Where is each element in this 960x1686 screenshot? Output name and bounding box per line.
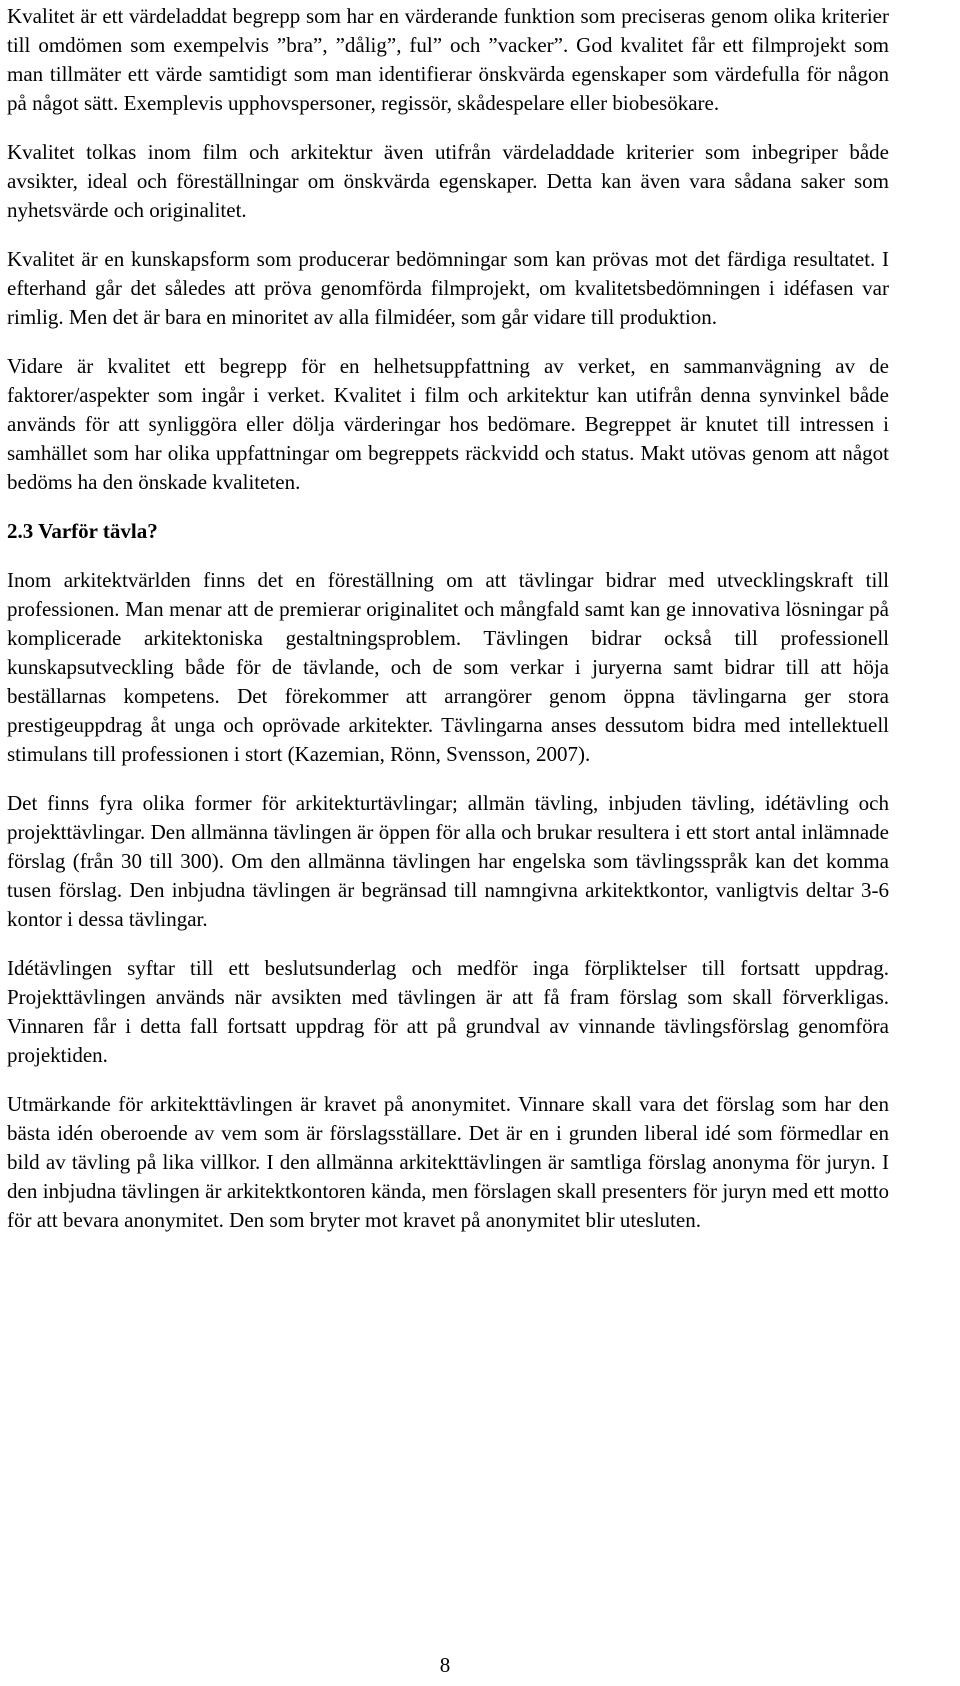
paragraph-anonymity: Utmärkande för arkitekttävlingen är kravet på anonymitet. Vinnare skall vara det förslag som har den bästa idén oberoende av vem som är förslagsställare. Det är en i grunden liberal idé som förmedlar en bild av tävling på lika villkor. I den allmänna arkitekttävlingen är samtliga förslag anonyma för juryn. I den inbjudna tävlingen är arkitektkontoren kända, men förslagen skall presenters för juryn med ett motto för att bevara anonymitet. Den som bryter mot kravet på anonymitet blir utesluten. [7,1092,889,1232]
page-number: 8 [439,1653,451,1677]
paragraph-competition-forms: Det finns fyra olika former för arkitekturtävlingar; allmän tävling, inbjuden tävling, idétävling och projekttävlingar. Den allmänna tävlingen är öppen för alla och brukar resultera i ett stort antal inlämnade förslag (från 30 till 300). Om den allmänna tävlingen har engelska som tävlingsspråk kan det komma tusen förslag. Den inbjudna tävlingen är begränsad till namngivna arkitektkontor, vanligtvis deltar 3-6 kontor i dessa tävlingar. [7,791,889,931]
paragraph-quality-interpretation: Kvalitet tolkas inom film och arkitektur även utifrån värdeladdade kriterier som inbegriper både avsikter, ideal och föreställningar om önskvärda egenskaper. Detta kan även vara sådana saker som nyhetsvärde och originalitet. [7,140,889,222]
paragraph-quality-knowledge: Kvalitet är en kunskapsform som producerar bedömningar som kan prövas mot det färdiga resultatet. I efterhand går det således att pröva genomförda filmprojekt, om kvalitetsbedömningen i idéfasen var rimlig. Men det är bara en minoritet av alla filmidéer, som går vidare till produktion. [7,247,889,329]
paragraph-quality-definition: Kvalitet är ett värdeladdat begrepp som har en värderande funktion som preciseras genom olika kriterier till omdömen som exempelvis ”bra”, ”dålig”, ful” och ”vacker”. God kvalitet får ett filmprojekt som man tillmäter ett värde samtidigt som man identifierar önskvärda egenskaper som värdefulla för någon på något sätt. Exemplevis upphovspersoner, regissör, skådespelare eller biobesökare. [7,4,889,115]
document-body [7,0,889,1255]
paragraph-idea-competition: Idétävlingen syftar till ett beslutsunderlag och medför inga förpliktelser till fortsatt uppdrag. Projekttävlingen används när avsikten med tävlingen är att få fram förslag som skall förverkligas. Vinnaren får i detta fall fortsatt uppdrag för att på grundval av vinnande tävlingsförslag genomföra projektiden. [7,956,889,1067]
paragraph-competition-benefits: Inom arkitektvärlden finns det en föreställning om att tävlingar bidrar med utvecklingskraft till professionen. Man menar att de premierar originalitet och mångfald samt kan ge innovativa lösningar på komplicerade arkitektoniska gestaltningsproblem. Tävlingen bidrar också till professionell kunskapsutveckling både för de tävlande, och de som verkar i juryerna samt bidrar till att höja beställarnas kompetens. Det förekommer att arrangörer genom öppna tävlingarna ger stora prestigeuppdrag åt unga och oprövade arkitekter. Tävlingarna anses dessutom bidra med intellektuell stimulans till professionen i stort (Kazemian, Rönn, Svensson, 2007). [7,568,889,766]
section-heading: 2.3 Varför tävla? [7,519,158,543]
paragraph-quality-overall: Vidare är kvalitet ett begrepp för en helhetsuppfattning av verket, en sammanvägning av de faktorer/aspekter som ingår i verket. Kvalitet i film och arkitektur kan utifrån denna synvinkel både används för att synliggöra eller dölja värderingar hos bedömare. Begreppet är knutet till intressen i samhället som har olika uppfattningar om begreppets räckvidd och status. Makt utövas genom att något bedöms ha den önskade kvaliteten. [7,354,889,494]
